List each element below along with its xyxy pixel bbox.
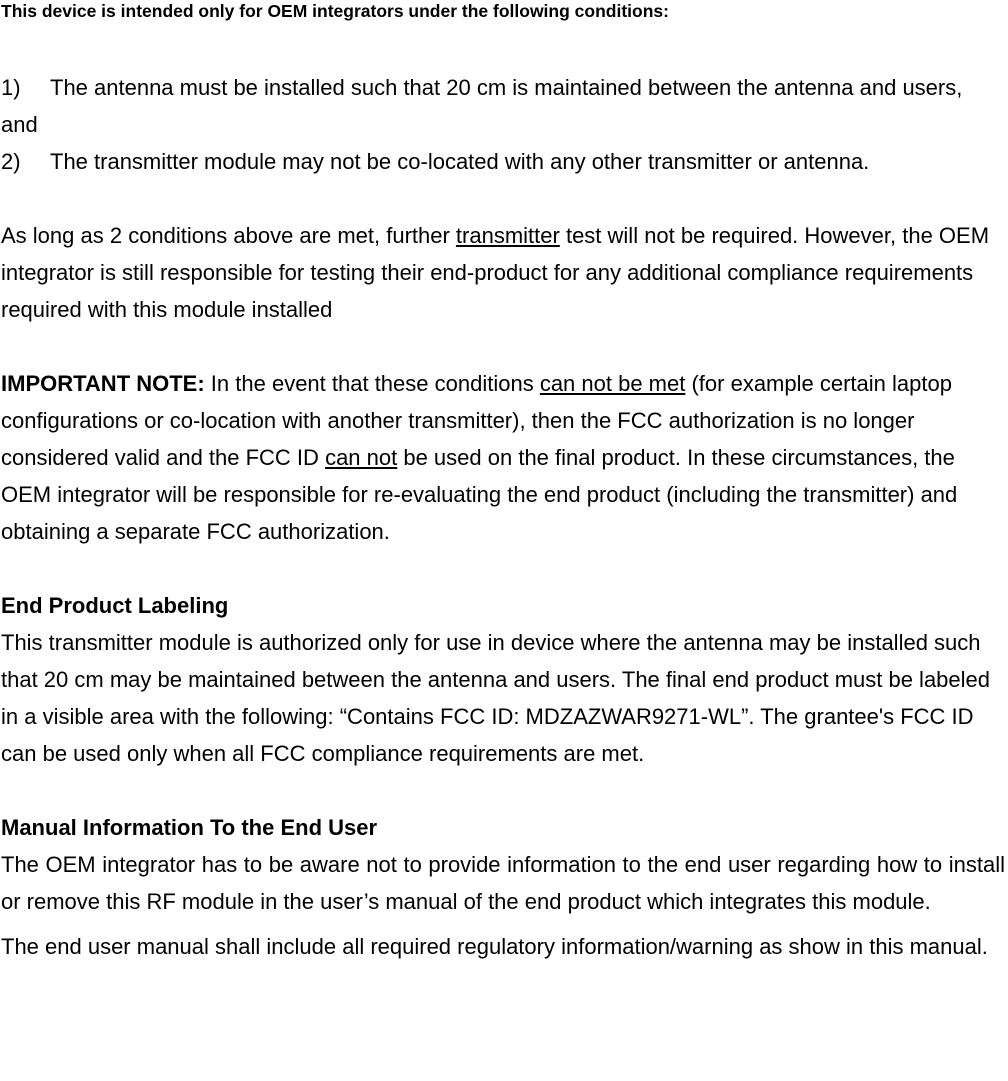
labeling-body: This transmitter module is authorized only for use in device where the antenna may be installed such that 20 cm may be maintained between the antenna and users. The final end product must be labeled in a visible area with the following: “Contains FCC ID: MDZAZWAR9271-WL”. The grantee's FCC ID can be used only when all FCC compliance requirements are met. — [1, 630, 991, 766]
condition-item-2 — [1, 143, 1005, 180]
paragraph-further-testing — [1, 217, 1005, 328]
manual-body-2: The end user manual shall include all required regulatory information/warning as show in this manual. — [1, 934, 988, 959]
spacer — [1, 180, 1005, 217]
condition-item-1 — [1, 69, 1005, 143]
conditions-list — [1, 69, 1005, 180]
paragraph-text: In the event that these conditions — [204, 371, 540, 396]
important-note — [1, 365, 1005, 550]
paragraph-text: As long as 2 conditions above are met, further — [1, 223, 456, 248]
condition-number: 2) — [1, 149, 21, 174]
spacer — [1, 772, 1005, 809]
condition-text: The transmitter module may not be co-located with any other transmitter or antenna. — [50, 149, 870, 174]
manual-body-1: The OEM integrator has to be aware not to provide information to the end user regarding how to install or remove this RF module in the user’s manual of the end product which integrates this module. — [1, 852, 1005, 914]
section-heading-labeling: End Product Labeling — [1, 593, 229, 618]
important-note-label: IMPORTANT NOTE: — [1, 371, 205, 396]
document-page — [1, 0, 1005, 965]
underlined-text: can not — [325, 445, 398, 470]
paragraph-text: be used on the final product. In these circumstances, the OEM integrator will be responsible for re-evaluating the end product (including the transmitter) and obtaining a separate FCC authorization. — [1, 445, 958, 544]
spacer — [1, 328, 1005, 365]
underlined-text: transmitter — [455, 223, 560, 248]
condition-text: The antenna must be installed such that 20 cm is maintained between the antenna and users, and — [1, 75, 963, 137]
section-heading-manual: Manual Information To the End User — [1, 815, 378, 840]
underlined-text: can not be met — [539, 371, 686, 396]
paragraph-text: test will not be required. However, the OEM integrator is still responsible for testing their end-product for any additional compliance requirements required with this module installed — [1, 223, 990, 322]
spacer — [1, 550, 1005, 587]
paragraph-text: (for example certain laptop configurations or co-location with another transmitter), then the FCC authorization is no longer considered valid and the FCC ID — [1, 371, 952, 470]
intro-statement: This device is intended only for OEM integrators under the following conditions: — [1, 1, 669, 21]
condition-number: 1) — [1, 75, 21, 100]
